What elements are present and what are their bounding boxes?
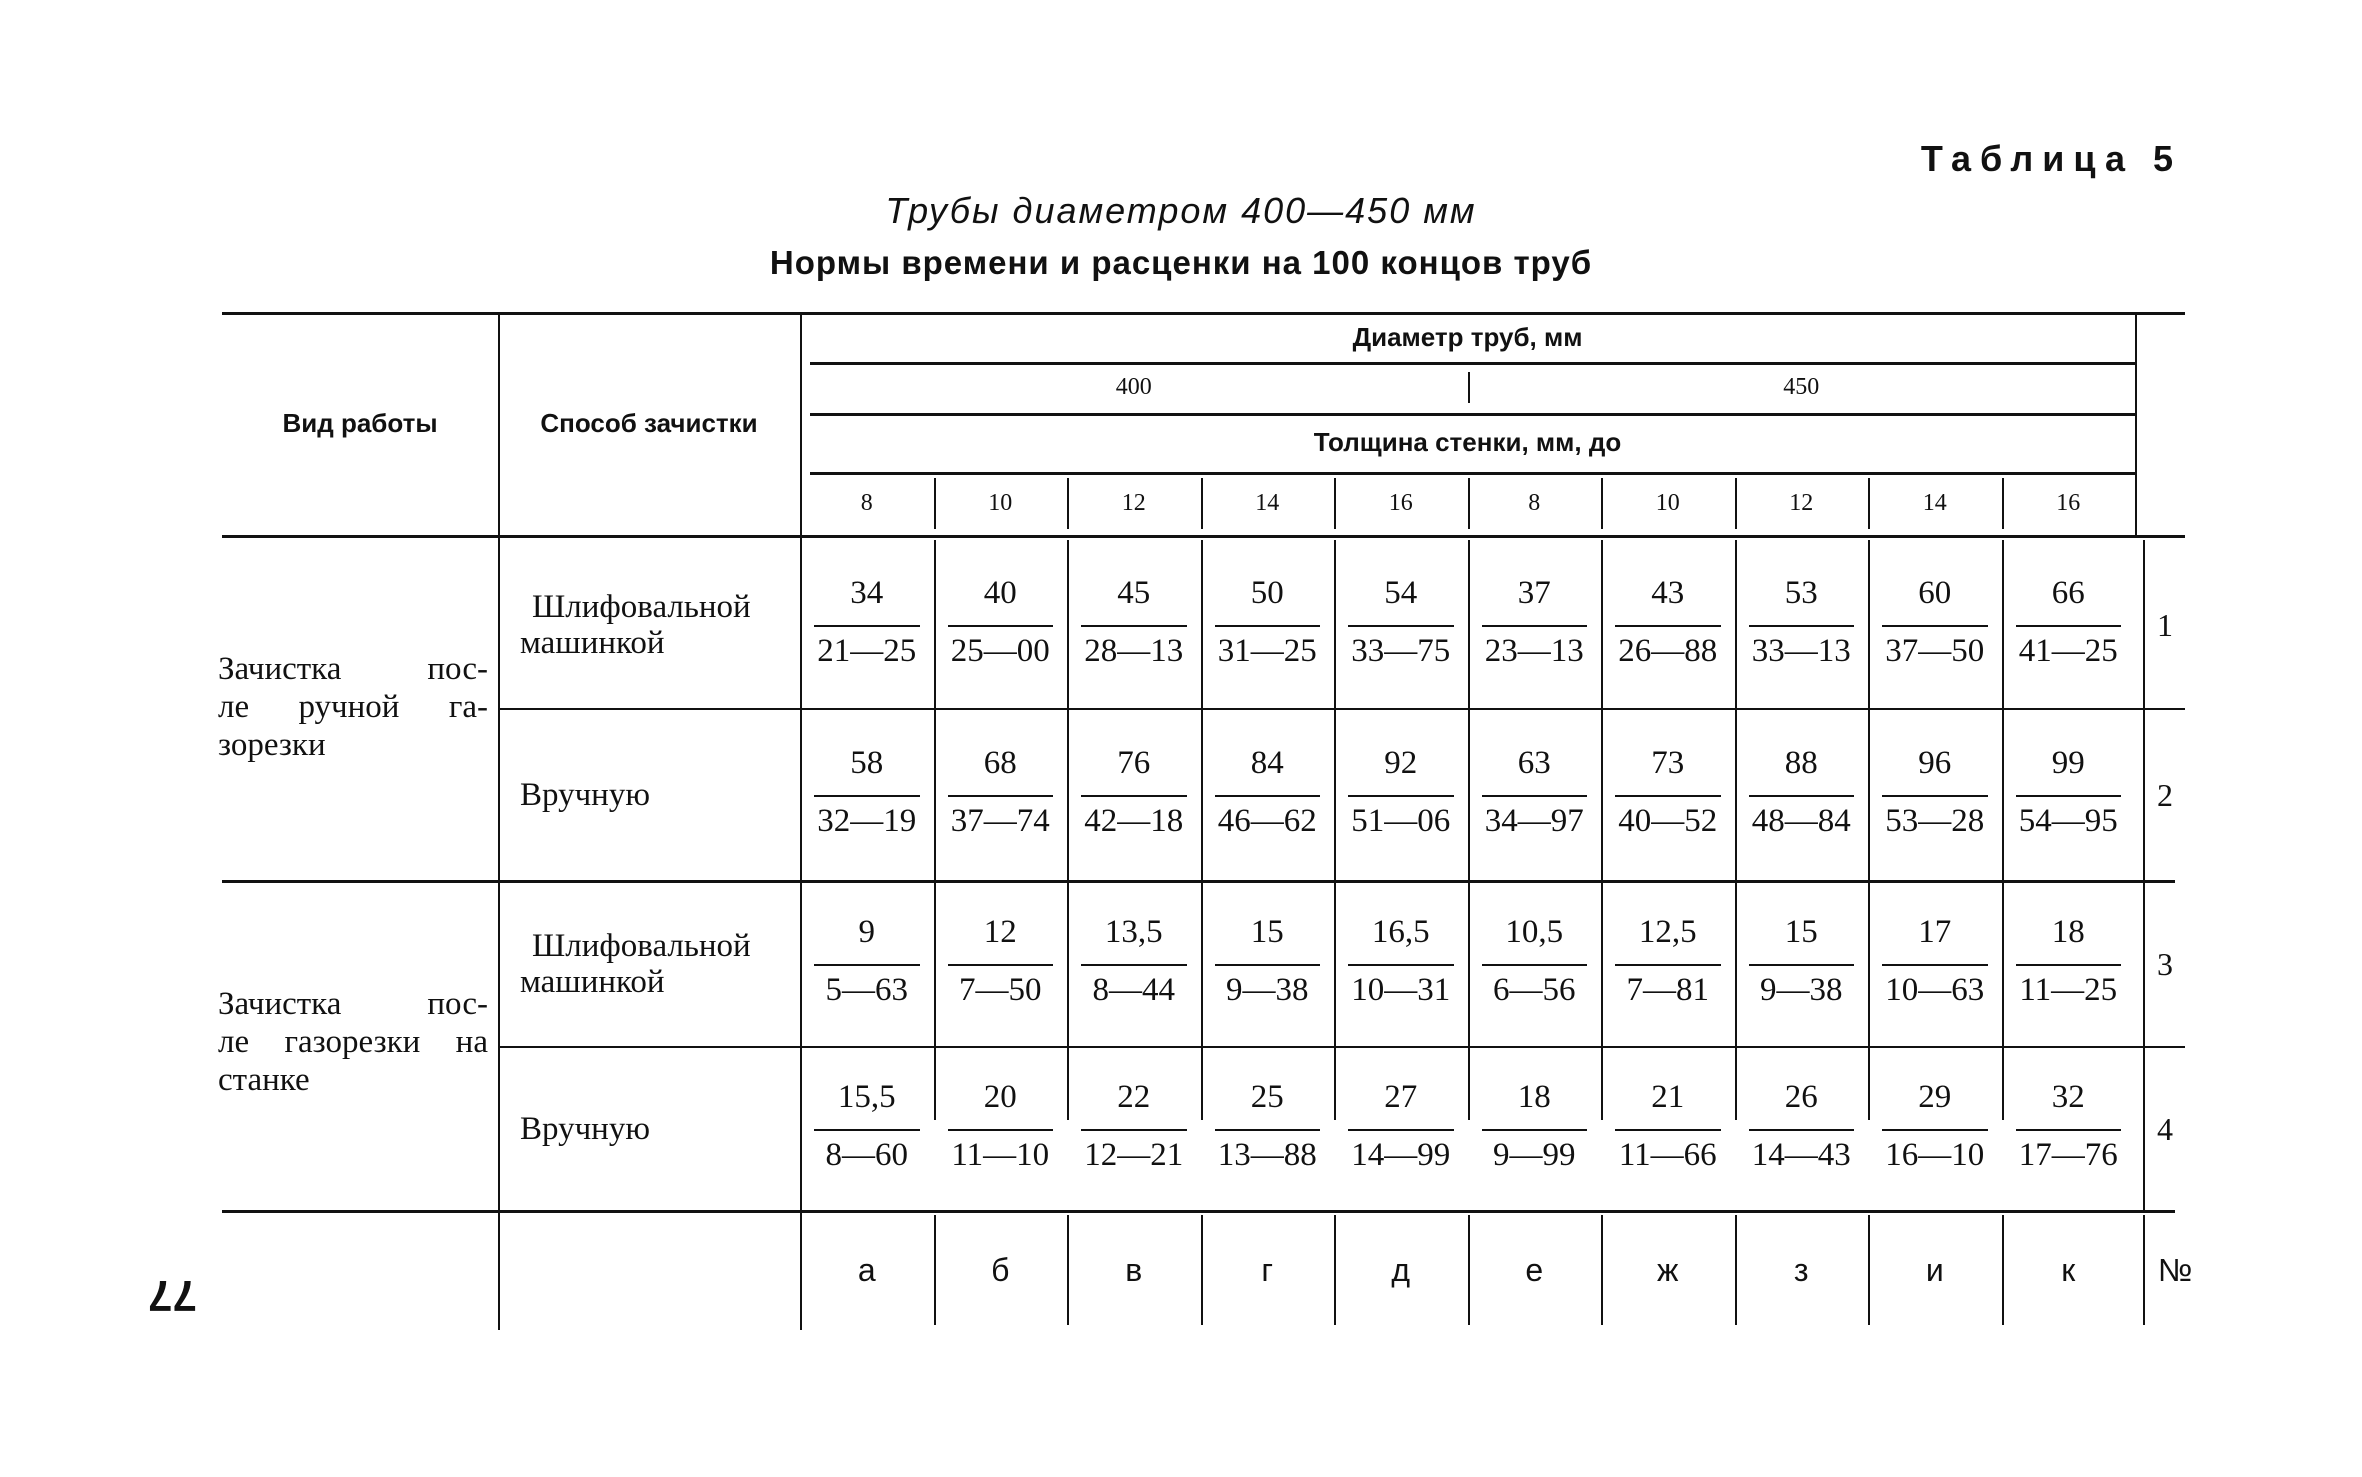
divider-thickness-4 xyxy=(1334,478,1336,529)
rate-price: 23—13 xyxy=(1484,633,1584,669)
rate-price: 17—76 xyxy=(2018,1137,2118,1173)
rate-price: 10—31 xyxy=(1351,972,1451,1008)
time-norm: 12 xyxy=(983,914,1017,950)
rate-price: 8—60 xyxy=(825,1137,908,1173)
time-norm: 92 xyxy=(1384,745,1418,781)
fraction-line xyxy=(1749,964,1855,966)
divider-thickness-2 xyxy=(1067,478,1069,529)
time-norm: 60 xyxy=(1918,575,1952,611)
rate-cell xyxy=(1067,710,1201,880)
work-type-line: Зачистка пос- xyxy=(218,651,488,687)
rate-cell xyxy=(1735,1048,1869,1210)
rate-cell xyxy=(1868,540,2002,710)
rate-cell xyxy=(1868,710,2002,880)
divider-thickness-6 xyxy=(1601,478,1603,529)
col-header-thickness-7: 10 xyxy=(1655,490,1680,516)
rate-price: 5—63 xyxy=(825,972,908,1008)
rate-cell xyxy=(1067,880,1201,1048)
fraction-line xyxy=(1882,1129,1988,1131)
col-header-thickness-2: 10 xyxy=(988,490,1013,516)
rate-price: 14—43 xyxy=(1751,1137,1851,1173)
row-number-2: 2 xyxy=(2157,777,2173,813)
time-norm: 54 xyxy=(1384,575,1418,611)
col-header-d450: 450 xyxy=(1783,374,1820,400)
rate-cell xyxy=(1601,880,1735,1048)
rate-cell xyxy=(800,540,934,710)
col-header-thickness-6: 8 xyxy=(1528,490,1541,516)
time-norm: 66 xyxy=(2051,575,2085,611)
col-header-thickness-9: 14 xyxy=(1922,490,1947,516)
fraction-line xyxy=(1348,625,1454,627)
rate-cell xyxy=(1334,1048,1468,1210)
rate-cell xyxy=(1468,880,1602,1048)
rate-cell xyxy=(2002,1048,2136,1210)
time-norm: 25 xyxy=(1250,1079,1284,1115)
work-type-line: Зачистка пос- xyxy=(218,986,488,1022)
vrule-letter-2 xyxy=(1067,1215,1069,1325)
time-norm: 29 xyxy=(1918,1079,1952,1115)
column-letter-2: б xyxy=(991,1252,1010,1288)
fraction-line xyxy=(1081,964,1187,966)
vrule-letter-1 xyxy=(934,1215,936,1325)
rate-price: 7—50 xyxy=(959,972,1042,1008)
rate-cell xyxy=(1201,540,1335,710)
fraction-line xyxy=(1215,625,1321,627)
header-bottom-rule xyxy=(222,535,2185,538)
number-sign: № xyxy=(2157,1252,2193,1288)
rate-price: 46—62 xyxy=(1217,803,1317,839)
rate-cell xyxy=(800,710,934,880)
column-letter-3: в xyxy=(1125,1252,1143,1288)
rate-cell xyxy=(1735,710,1869,880)
table-subtitle: Трубы диаметром 400—450 мм xyxy=(885,190,1477,231)
rate-price: 21—25 xyxy=(817,633,917,669)
fraction-line xyxy=(1749,795,1855,797)
time-norm: 88 xyxy=(1784,745,1818,781)
time-norm: 16,5 xyxy=(1371,914,1430,950)
time-norm: 9 xyxy=(858,914,875,950)
time-norm: 50 xyxy=(1250,575,1284,611)
rate-price: 37—74 xyxy=(950,803,1050,839)
rate-cell xyxy=(1601,540,1735,710)
fraction-line xyxy=(1482,1129,1588,1131)
time-norm: 15 xyxy=(1250,914,1284,950)
row-number-4: 4 xyxy=(2157,1111,2173,1147)
fraction-line xyxy=(1482,625,1588,627)
time-norm: 43 xyxy=(1651,575,1685,611)
divider-thickness-8 xyxy=(1868,478,1870,529)
time-norm: 32 xyxy=(2051,1079,2085,1115)
rate-cell xyxy=(2002,880,2136,1048)
time-norm: 45 xyxy=(1117,575,1151,611)
method-line: машинкой xyxy=(520,625,665,661)
rate-cell xyxy=(934,880,1068,1048)
fraction-line xyxy=(1081,625,1187,627)
col-header-d400: 400 xyxy=(1115,374,1152,400)
rate-cell xyxy=(934,540,1068,710)
rate-cell xyxy=(1334,710,1468,880)
rate-cell xyxy=(800,1048,934,1210)
fraction-line xyxy=(1348,795,1454,797)
work-type-line: ле ручной га- xyxy=(218,689,488,725)
time-norm: 40 xyxy=(983,575,1017,611)
col-header-thickness-8: 12 xyxy=(1789,490,1814,516)
method-line: Вручную xyxy=(520,1111,650,1147)
time-norm: 15,5 xyxy=(837,1079,896,1115)
fraction-line xyxy=(1215,964,1321,966)
fraction-line xyxy=(2016,625,2122,627)
vrule-letter-6 xyxy=(1601,1215,1603,1325)
rate-price: 6—56 xyxy=(1493,972,1576,1008)
vrule-work xyxy=(498,312,500,1330)
work-type-2 xyxy=(218,985,488,1099)
rate-price: 16—10 xyxy=(1885,1137,1985,1173)
fraction-line xyxy=(1215,1129,1321,1131)
work-type-line: ле газорезки на xyxy=(218,1024,488,1060)
rate-price: 14—99 xyxy=(1351,1137,1451,1173)
fraction-line xyxy=(1482,795,1588,797)
rate-price: 9—38 xyxy=(1226,972,1309,1008)
fraction-line xyxy=(814,1129,920,1131)
fraction-line xyxy=(1348,1129,1454,1131)
fraction-line xyxy=(814,795,920,797)
fraction-line xyxy=(948,795,1054,797)
vrule-letter-4 xyxy=(1334,1215,1336,1325)
rate-cell xyxy=(1601,710,1735,880)
rate-cell xyxy=(934,710,1068,880)
rate-cell xyxy=(1334,540,1468,710)
fraction-line xyxy=(948,625,1054,627)
column-letter-8: з xyxy=(1793,1252,1809,1288)
time-norm: 58 xyxy=(850,745,884,781)
rate-cell xyxy=(1735,540,1869,710)
rate-price: 54—95 xyxy=(2018,803,2118,839)
column-letter-6: е xyxy=(1525,1252,1544,1288)
col-header-thickness-4: 14 xyxy=(1255,490,1280,516)
vrule-header-right xyxy=(2135,312,2137,535)
fraction-line xyxy=(1081,1129,1187,1131)
rate-price: 33—13 xyxy=(1751,633,1851,669)
time-norm: 27 xyxy=(1384,1079,1418,1115)
rate-cell xyxy=(1868,880,2002,1048)
method-line: Шлифовальной xyxy=(532,589,751,625)
rate-cell xyxy=(1201,880,1335,1048)
method-3 xyxy=(520,928,798,1000)
time-norm: 53 xyxy=(1784,575,1818,611)
time-norm: 18 xyxy=(2051,914,2085,950)
fraction-line xyxy=(1882,625,1988,627)
time-norm: 10,5 xyxy=(1505,914,1564,950)
rate-price: 10—63 xyxy=(1885,972,1985,1008)
col-header-thickness-10: 16 xyxy=(2056,490,2081,516)
work-type-line: станке xyxy=(218,1062,310,1098)
time-norm: 37 xyxy=(1517,575,1551,611)
fraction-line xyxy=(2016,964,2122,966)
time-norm: 17 xyxy=(1918,914,1952,950)
divider-thickness-9 xyxy=(2002,478,2004,529)
rate-price: 7—81 xyxy=(1626,972,1709,1008)
divider-400-450 xyxy=(1468,372,1470,403)
col-header-thickness-5: 16 xyxy=(1388,490,1413,516)
time-norm: 99 xyxy=(2051,745,2085,781)
rate-cell xyxy=(1601,1048,1735,1210)
rate-price: 51—06 xyxy=(1351,803,1451,839)
col-header-thickness: Толщина стенки, мм, до xyxy=(1313,427,1622,457)
column-letter-1: а xyxy=(857,1252,876,1288)
fraction-line xyxy=(1615,625,1721,627)
rate-price: 33—75 xyxy=(1351,633,1451,669)
work-type-1 xyxy=(218,650,488,764)
rate-price: 11—25 xyxy=(2019,972,2118,1008)
time-norm: 34 xyxy=(850,575,884,611)
rate-price: 9—38 xyxy=(1760,972,1843,1008)
fraction-line xyxy=(814,964,920,966)
rate-cell xyxy=(800,880,934,1048)
fraction-line xyxy=(1615,795,1721,797)
rate-cell xyxy=(1067,540,1201,710)
time-norm: 22 xyxy=(1117,1079,1151,1115)
fraction-line xyxy=(1749,1129,1855,1131)
time-norm: 84 xyxy=(1250,745,1284,781)
method-line: Шлифовальной xyxy=(532,928,751,964)
rate-cell xyxy=(1868,1048,2002,1210)
fraction-line xyxy=(1615,964,1721,966)
column-letter-7: ж xyxy=(1657,1252,1679,1288)
rate-price: 37—50 xyxy=(1885,633,1985,669)
column-letter-5: д xyxy=(1391,1252,1411,1288)
row-number-1: 1 xyxy=(2157,607,2173,643)
rate-cell xyxy=(2002,710,2136,880)
fraction-line xyxy=(1615,1129,1721,1131)
rate-price: 25—00 xyxy=(950,633,1050,669)
col-header-thickness-1: 8 xyxy=(860,490,873,516)
method-1 xyxy=(520,589,798,661)
row-number-3: 3 xyxy=(2157,946,2173,982)
rate-price: 8—44 xyxy=(1092,972,1175,1008)
divider-thickness-5 xyxy=(1468,478,1470,529)
rate-price: 12—21 xyxy=(1084,1137,1184,1173)
vrule-letter-5 xyxy=(1468,1215,1470,1325)
rate-cell xyxy=(1468,540,1602,710)
method-line: Вручную xyxy=(520,777,650,813)
rate-price: 53—28 xyxy=(1885,803,1985,839)
rate-price: 48—84 xyxy=(1751,803,1851,839)
rate-price: 32—19 xyxy=(817,803,917,839)
rate-cell xyxy=(1334,880,1468,1048)
vrule-letter-7 xyxy=(1735,1215,1737,1325)
rate-cell xyxy=(1201,1048,1335,1210)
method-2 xyxy=(520,777,798,813)
col-header-thickness-3: 12 xyxy=(1121,490,1146,516)
table-label: Таблица 5 xyxy=(1920,138,2182,179)
rate-price: 41—25 xyxy=(2018,633,2118,669)
time-norm: 15 xyxy=(1784,914,1818,950)
fraction-line xyxy=(1081,795,1187,797)
fraction-line xyxy=(1348,964,1454,966)
fraction-line xyxy=(948,1129,1054,1131)
rate-price: 9—99 xyxy=(1493,1137,1576,1173)
time-norm: 76 xyxy=(1117,745,1151,781)
rate-price: 11—66 xyxy=(1618,1137,1717,1173)
rate-cell xyxy=(1468,710,1602,880)
rate-price: 26—88 xyxy=(1618,633,1718,669)
rate-cell xyxy=(1735,880,1869,1048)
fraction-line xyxy=(2016,1129,2122,1131)
rate-price: 42—18 xyxy=(1084,803,1184,839)
time-norm: 21 xyxy=(1651,1079,1685,1115)
time-norm: 73 xyxy=(1651,745,1685,781)
rate-price: 31—25 xyxy=(1217,633,1317,669)
time-norm: 26 xyxy=(1784,1079,1818,1115)
column-letter-9: и xyxy=(1925,1252,1944,1288)
col-header-work-type: Вид работы xyxy=(282,408,438,438)
fraction-line xyxy=(2016,795,2122,797)
col-header-diameter: Диаметр труб, мм xyxy=(1352,322,1583,352)
fraction-line xyxy=(1482,964,1588,966)
time-norm: 96 xyxy=(1918,745,1952,781)
rate-cell xyxy=(1201,710,1335,880)
divider-thickness-1 xyxy=(934,478,936,529)
rate-cell xyxy=(934,1048,1068,1210)
divider-thickness-7 xyxy=(1735,478,1737,529)
fraction-line xyxy=(1882,964,1988,966)
column-letter-4: г xyxy=(1261,1252,1274,1288)
rate-cell xyxy=(2002,540,2136,710)
col-header-method: Способ зачистки xyxy=(540,408,758,438)
vrule-letter-8 xyxy=(1868,1215,1870,1325)
time-norm: 63 xyxy=(1517,745,1551,781)
time-norm: 12,5 xyxy=(1638,914,1697,950)
rate-price: 34—97 xyxy=(1484,803,1584,839)
time-norm: 13,5 xyxy=(1104,914,1163,950)
table-heading: Нормы времени и расценки на 100 концов труб xyxy=(769,244,1593,281)
time-norm: 18 xyxy=(1517,1079,1551,1115)
vrule-letter-3 xyxy=(1201,1215,1203,1325)
rate-price: 28—13 xyxy=(1084,633,1184,669)
method-line: машинкой xyxy=(520,964,665,1000)
column-letter-10: к xyxy=(2061,1252,2076,1288)
rate-cell xyxy=(1067,1048,1201,1210)
vrule-letter-9 xyxy=(2002,1215,2004,1325)
rate-cell xyxy=(1468,1048,1602,1210)
table-body-bottom-rule xyxy=(222,1210,2175,1213)
fraction-line xyxy=(1882,795,1988,797)
fraction-line xyxy=(1215,795,1321,797)
time-norm: 20 xyxy=(983,1079,1017,1115)
fraction-line xyxy=(1749,625,1855,627)
divider-thickness-3 xyxy=(1201,478,1203,529)
rate-price: 13—88 xyxy=(1217,1137,1317,1173)
fraction-line xyxy=(948,964,1054,966)
work-type-line: зорезки xyxy=(218,727,326,763)
rate-price: 40—52 xyxy=(1618,803,1718,839)
rate-price: 11—10 xyxy=(951,1137,1050,1173)
time-norm: 68 xyxy=(983,745,1017,781)
fraction-line xyxy=(814,625,920,627)
page-number: 77 xyxy=(148,1271,197,1320)
method-4 xyxy=(520,1111,798,1147)
